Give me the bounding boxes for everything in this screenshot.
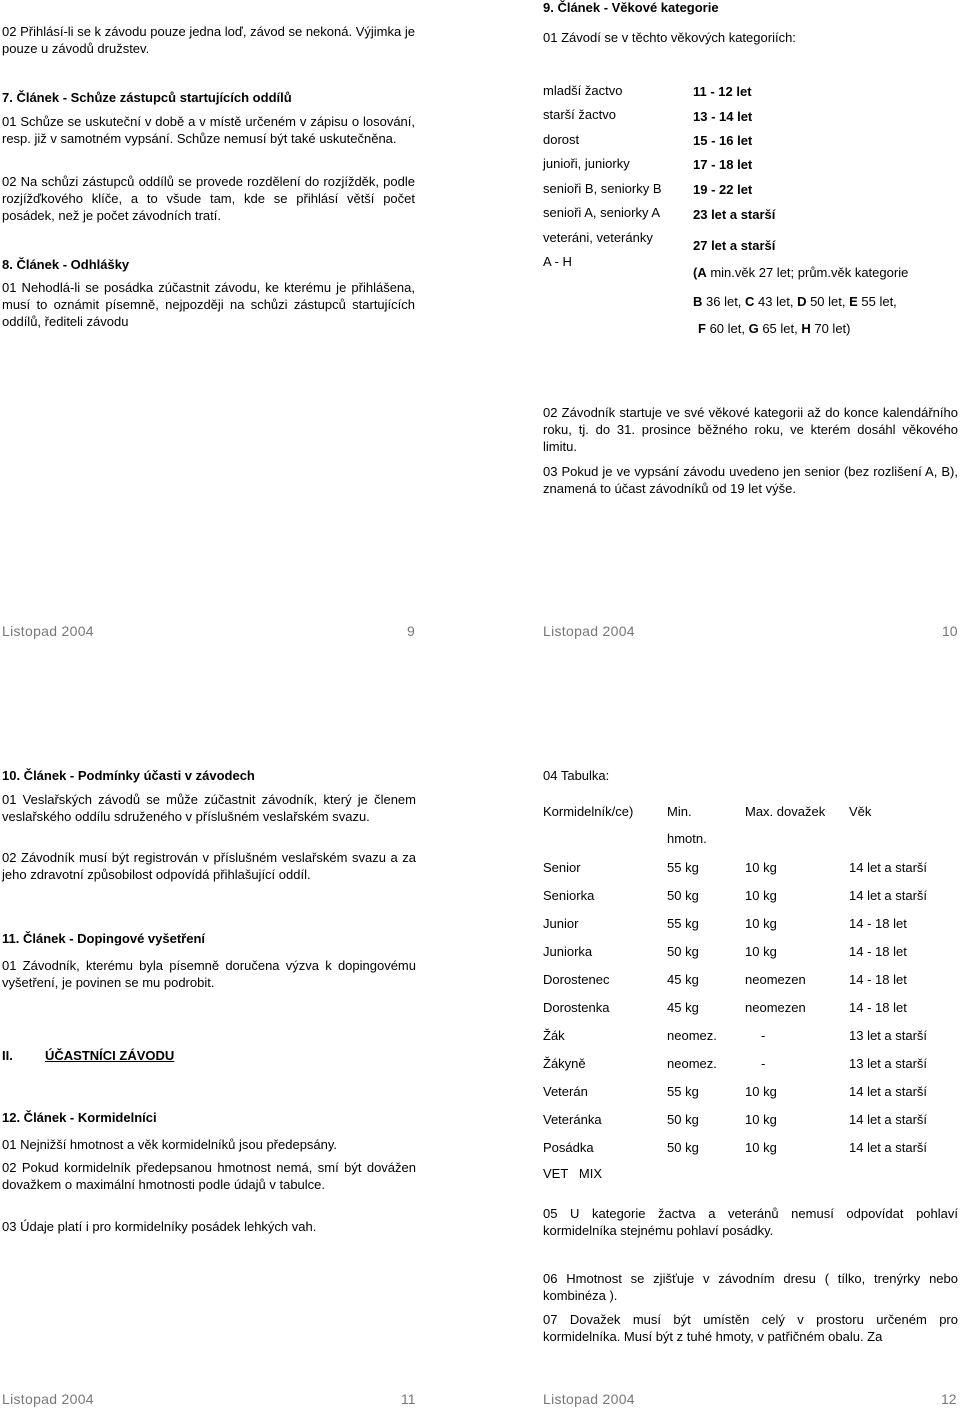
table-cell: 55 kg [667,1084,699,1099]
table-cell: 55 kg [667,860,699,875]
table-cell: Junior [543,916,579,931]
table-cell: 10 kg [745,916,777,931]
table-cell: 14 let a starší [849,1084,928,1099]
article-12-p3: 03 Údaje platí i pro kormidelníky posádek lehkých vah. [2,1219,317,1234]
category-age: 19 - 22 let [693,182,753,197]
table-row [543,1140,960,1160]
table-cell: Žákyně [543,1056,586,1071]
table-cell: 45 kg [667,1000,699,1015]
table-cell: - [761,1056,766,1071]
table-cell: 50 kg [667,888,699,903]
header-cell: Max. dovažek [745,804,826,819]
table-cell: 10 kg [745,1112,777,1127]
table-cell: neomezen [745,1000,806,1015]
header-cell: Kormidelník/ce) [543,804,634,819]
category-age: 27 let a starší [693,238,776,253]
table-cell: neomezen [745,972,806,987]
article-7-p1: 01 Schůze se uskuteční v době a v místě určeném v zápisu o losování, resp. již v samotném vypsání. Schůze nemusí být také uskutečněna. [2,114,415,146]
category-age: 17 - 18 let [693,157,753,172]
article-12-p1: 01 Nejnižší hmotnost a věk kormidelníků jsou předepsány. [2,1137,338,1152]
paragraph-07: 07 Dovažek musí být umístěn celý v prostoru určeném pro kormidelníka. Musí být z tuhé hmoty, v patřičném obalu. Za [543,1312,958,1344]
page-number: 11 [401,1391,416,1407]
table-cell: 55 kg [667,916,699,931]
article-10-title: 10. Článek - Podmínky účasti v závodech [2,768,255,783]
table-cell: neomez. [667,1056,717,1071]
footer-date: Listopad 2004 [2,1391,94,1407]
article-10-p2: 02 Závodník musí být registrován v příslušném veslařském svazu a za jeho zdravotní způsobilost odpovídá přihlašující oddíl. [2,850,416,882]
table-row [543,1056,960,1076]
header-cell: Věk [849,804,872,819]
article-7-title: 7. Článek - Schůze zástupců startujících oddílů [2,90,292,105]
article-11-title: 11. Článek - Dopingové vyšetření [2,931,206,946]
table-header-sub [543,831,960,851]
table-cell: VET MIX [543,1166,602,1181]
table-cell: 10 kg [745,1084,777,1099]
table-cell: Veterán [543,1084,588,1099]
category-age: 13 - 14 let [693,109,753,124]
category-name: veteráni, veteránky [543,230,653,245]
page-number: 9 [407,623,415,639]
footer-date: Listopad 2004 [543,1391,635,1407]
article-9-title: 9. Článek - Věkové kategorie [543,0,719,15]
table-cell: Posádka [543,1140,594,1155]
footer-date: Listopad 2004 [2,623,94,639]
category-name: senioři A, seniorky A [543,205,661,220]
article-11-p1: 01 Závodník, kterému byla písemně doručena výzva k dopingovému vyšetření, je povinen se mu podrobit. [2,958,416,990]
table-cell: 50 kg [667,1140,699,1155]
table-cell: Dorostenec [543,972,610,987]
table-row [543,1166,960,1186]
table-intro: 04 Tabulka: [543,768,610,783]
category-name: A - H [543,254,572,269]
ah-note-line-1: (A min.věk 27 let; prům.věk kategorie [693,265,909,280]
table-row [543,888,960,908]
article-9-p02: 02 Závodník startuje ve své věkové kategorii až do konce kalendářního roku, tj. do 31. prosince běžného roku, ve kterém dosáhl věkového limitu. [543,405,958,454]
article-9-p03: 03 Pokud je ve vypsání závodu uvedeno jen senior (bez rozlišení A, B), znamená to účast závodníků od 19 let výše. [543,464,958,496]
table-cell: 10 kg [745,860,777,875]
table-cell: 13 let a starší [849,1028,928,1043]
article-9-intro: 01 Závodí se v těchto věkových kategoriích: [543,30,796,45]
section-number: II. [2,1048,13,1063]
article-7-p2: 02 Na schůzi zástupců oddílů se provede rozdělení do rozjížděk, podle rozjížďkového klíče, a to všude tam, kde se přihlásí větší počet posádek, než je počet závodních tratí. [2,174,415,223]
table-row [543,860,960,880]
table-row [543,1000,960,1020]
table-cell: 10 kg [745,1140,777,1155]
table-cell: Veteránka [543,1112,602,1127]
table-cell: 50 kg [667,1112,699,1127]
category-age: 11 - 12 let [693,84,752,99]
table-row [543,944,960,964]
paragraph-06: 06 Hmotnost se zjišťuje v závodním dresu ( tílko, trenýrky nebo kombinéza ). [543,1271,958,1303]
category-name: senioři B, seniorky B [543,181,662,196]
table-cell: 14 - 18 let [849,1000,907,1015]
article-12-title: 12. Článek - Kormidelníci [2,1110,157,1125]
paragraph: 02 Přihlásí-li se k závodu pouze jedna loď, závod se nekoná. Výjimka je pouze u závodů družstev. [2,24,415,56]
category-name: starší žactvo [543,107,616,122]
page-number: 10 [942,623,958,639]
category-age: 15 - 16 let [693,133,753,148]
category-name: mladší žactvo [543,83,623,98]
page-number: 12 [941,1391,957,1407]
table-header [543,804,960,824]
ah-note-line-3: F 60 let, G 65 let, H 70 let) [698,321,851,336]
table-cell: Dorostenka [543,1000,610,1015]
ah-note-line-2: B 36 let, C 43 let, D 50 let, E 55 let, [693,294,897,309]
table-row [543,1028,960,1048]
coxswain-table [543,804,960,1184]
table-cell: 50 kg [667,944,699,959]
header-cell: hmotn. [667,831,707,846]
table-cell: 10 kg [745,944,777,959]
table-cell: 14 let a starší [849,1140,928,1155]
table-cell: 14 let a starší [849,860,928,875]
table-cell: 14 let a starší [849,1112,928,1127]
table-cell: 10 kg [745,888,777,903]
table-row [543,972,960,992]
article-10-p1: 01 Veslařských závodů se může zúčastnit závodník, který je členem veslařského oddílu sdruženého v příslušném veslařském svazu. [2,792,416,824]
age-category-table [543,83,960,336]
header-cell: Min. [667,804,692,819]
table-cell: Žák [543,1028,565,1043]
category-name: dorost [543,132,580,147]
table-row [543,1084,960,1104]
category-age: 23 let a starší [693,207,776,222]
table-row [543,916,960,936]
category-name: junioři, juniorky [543,156,630,171]
table-cell: 14 let a starší [849,888,928,903]
table-cell: Senior [543,860,581,875]
article-8-p1: 01 Nehodlá-li se posádka zúčastnit závodu, ke kterému je přihlášena, musí to oznámit písemně, nejpozději na schůzi zástupců startujících oddílů, řediteli závodu [2,280,415,329]
section-title: ÚČASTNÍCI ZÁVODU [45,1048,175,1063]
table-cell: Seniorka [543,888,595,903]
footer-date: Listopad 2004 [543,623,635,639]
article-8-title: 8. Článek - Odhlášky [2,257,130,272]
paragraph-05: 05 U kategorie žactva a veteránů nemusí odpovídat pohlaví kormidelníka stejnému pohlaví posádky. [543,1206,958,1238]
table-cell: neomez. [667,1028,717,1043]
table-cell: 14 - 18 let [849,972,907,987]
table-cell: Juniorka [543,944,593,959]
table-cell: 45 kg [667,972,699,987]
table-cell: - [761,1028,766,1043]
table-cell: 14 - 18 let [849,916,907,931]
article-12-p2: 02 Pokud kormidelník předepsanou hmotnost nemá, smí být dovážen dovažkem o maximální hmotnosti podle údajů v tabulce. [2,1160,416,1192]
table-row [543,1112,960,1132]
table-cell: 13 let a starší [849,1056,928,1071]
table-cell: 14 - 18 let [849,944,907,959]
